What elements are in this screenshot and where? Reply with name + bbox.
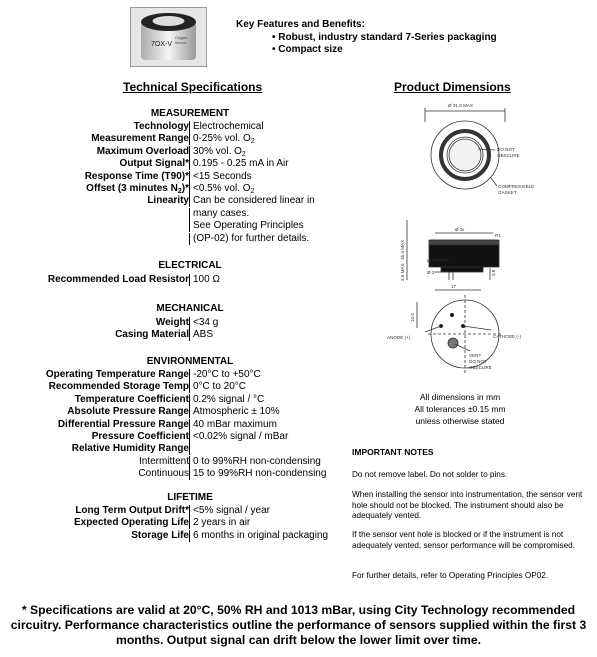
dim-obscure-label: OBSCURE xyxy=(497,153,520,158)
spec-value: See Operating Principles xyxy=(193,220,304,232)
spec-divider xyxy=(189,431,190,443)
spec-value: ABS xyxy=(193,329,214,341)
electrical-table xyxy=(0,274,340,288)
photo-label: 7OX-V xyxy=(151,41,173,48)
spec-label: Casing Material xyxy=(115,329,189,341)
spec-label: Measurement Range xyxy=(91,133,189,145)
spec-row xyxy=(0,317,340,329)
spec-divider xyxy=(189,406,190,418)
dim-height-label: 16.4 MAX xyxy=(400,239,405,260)
spec-divider xyxy=(189,381,190,393)
spec-label: Differential Pressure Range xyxy=(57,418,189,430)
spec-row xyxy=(0,121,340,133)
dim-vent-label-2: DO NOT xyxy=(469,359,487,364)
spec-divider xyxy=(189,443,190,455)
spec-row xyxy=(0,183,340,195)
dim-gasket-label: COMPRESSIBLE xyxy=(498,184,535,189)
spec-label: Relative Humidity Range xyxy=(71,443,189,455)
spec-value: 0 to 99%RH non-condensing xyxy=(193,455,321,467)
spec-divider xyxy=(189,208,190,220)
dim-height2-label: 3.6 MAX xyxy=(400,263,405,281)
spec-divider xyxy=(189,133,190,145)
spec-value: 0.195 - 0.25 mA in Air xyxy=(193,158,289,170)
measurement-heading: MEASUREMENT xyxy=(150,108,230,119)
spec-label: Operating Temperature Range xyxy=(45,369,189,380)
spec-row xyxy=(0,381,340,393)
spec-label: Maximum Overload xyxy=(96,145,189,157)
spec-row xyxy=(0,456,340,468)
photo-label-2: Oxygen xyxy=(175,36,188,40)
spec-value: -20°C to +50°C xyxy=(193,369,261,380)
spec-label: Long Term Output Drift* xyxy=(75,505,189,516)
dim-top-diameter-label: Ø 2ε xyxy=(455,227,465,232)
spec-label: Continuous xyxy=(138,468,189,480)
spec-value: 30% vol. $O_2$ xyxy=(193,145,246,158)
spec-divider xyxy=(189,233,190,245)
dim-r1-label: R1 xyxy=(495,233,501,238)
spec-row xyxy=(0,443,340,455)
spec-row xyxy=(0,530,340,542)
spec-label: Recommended Load Resistor xyxy=(47,274,189,285)
spec-value: Can be considered linear in xyxy=(193,195,315,207)
spec-row xyxy=(0,505,340,517)
spec-label: Intermittent xyxy=(138,455,189,467)
spec-value: 6 months in original packaging xyxy=(193,529,329,541)
photo-label-3: Sensor xyxy=(175,41,187,45)
important-note: Do not remove label. Do not solder to pins. xyxy=(352,470,508,479)
spec-value: Atmospheric ± 10% xyxy=(193,406,280,418)
spec-row xyxy=(0,431,340,443)
spec-row xyxy=(0,146,340,158)
spec-row xyxy=(0,394,340,406)
spec-value: 15 to 99%RH non-condensing xyxy=(193,468,327,480)
sensor-image xyxy=(131,8,206,66)
spec-label: Recommended Storage Temp xyxy=(48,381,189,393)
spec-divider xyxy=(189,158,190,170)
dim-vent-label-3: OBSCURE xyxy=(469,365,492,370)
spec-value: (OP-02) for further details. xyxy=(193,232,310,244)
spec-value: 2 years in air xyxy=(193,517,251,529)
lifetime-heading: LIFETIME xyxy=(167,492,213,503)
spec-label: Expected Operating Life xyxy=(73,517,189,529)
spec-divider xyxy=(189,517,190,529)
spec-row xyxy=(0,468,340,480)
spec-row xyxy=(0,369,340,381)
spec-value: 0-25% vol. $O_2$ xyxy=(193,133,255,146)
spec-label: Technology xyxy=(133,121,189,132)
dim-diameter-label: Ø 31.8 MAX xyxy=(448,103,474,108)
spec-divider xyxy=(189,220,190,232)
dim-pin-length-label: 3.6 xyxy=(491,269,496,276)
spec-divider xyxy=(189,530,190,542)
spec-row xyxy=(0,195,340,207)
dim-vent-label: VENT xyxy=(469,353,482,358)
spec-divider xyxy=(189,369,190,381)
spec-value: <34 g xyxy=(193,317,219,328)
measurement-table xyxy=(0,121,340,245)
dimensions-note: All tolerances ±0.15 mm xyxy=(414,404,506,414)
dim-side-label: 10.5 xyxy=(410,313,415,322)
spec-divider xyxy=(189,468,190,480)
dim-do-not-obscure-label: DO NOT xyxy=(497,147,515,152)
spec-label: Absolute Pressure Range xyxy=(67,406,189,418)
mechanical-heading: MECHANICAL xyxy=(156,303,224,314)
spec-value: <15 Seconds xyxy=(193,170,252,182)
spec-divider xyxy=(189,419,190,431)
spec-row xyxy=(0,220,340,232)
environmental-table xyxy=(0,369,340,481)
dim-cathode-label: CATHODE (-) xyxy=(493,334,521,339)
dim-anode-label: ANODE (+) xyxy=(387,335,411,340)
dim-gasket-label-2: GASKET xyxy=(498,190,517,195)
spec-row xyxy=(0,233,340,245)
spec-row xyxy=(0,171,340,183)
spec-row xyxy=(0,274,340,286)
spec-divider xyxy=(189,394,190,406)
electrical-heading: ELECTRICAL xyxy=(158,260,222,271)
dimension-drawing xyxy=(345,100,595,380)
spec-divider xyxy=(189,329,190,341)
spec-label: Output Signal* xyxy=(119,158,189,170)
spec-value: 40 mBar maximum xyxy=(193,418,277,430)
spec-value: many cases. xyxy=(193,207,250,219)
spec-divider xyxy=(189,121,190,133)
environmental-heading: ENVIRONMENTAL xyxy=(146,356,234,367)
spec-divider xyxy=(189,505,190,517)
mechanical-table xyxy=(0,317,340,343)
spec-label: Temperature Coefficient xyxy=(74,393,189,405)
spec-row xyxy=(0,517,340,529)
dimensions-note: unless otherwise stated xyxy=(415,416,505,426)
spec-row xyxy=(0,406,340,418)
spec-row xyxy=(0,419,340,431)
spec-row xyxy=(0,208,340,220)
dim-pin3-label: Ø 3 xyxy=(427,270,435,275)
spec-value: 0.2% signal / °C xyxy=(193,393,265,405)
spec-divider xyxy=(189,456,190,468)
important-notes-title: IMPORTANT NOTES xyxy=(352,447,434,457)
lifetime-table xyxy=(0,505,340,543)
spec-label: Pressure Coefficient xyxy=(91,431,189,442)
spec-label: Linearity xyxy=(147,195,189,207)
spec-row xyxy=(0,158,340,170)
spec-divider xyxy=(189,146,190,158)
dim-pin1-label: Ø 1 xyxy=(427,258,435,263)
tech-specs-title: Technical Specifications xyxy=(123,80,263,94)
spec-row xyxy=(0,329,340,341)
spec-divider xyxy=(189,317,190,329)
key-features-title: Key Features and Benefits: xyxy=(236,19,365,30)
spec-divider xyxy=(189,171,190,183)
important-note: If the sensor vent hole is blocked or if the instrument is not adequately vented, sensor performance will be compromised. xyxy=(352,530,575,550)
sensor-photo xyxy=(130,7,207,67)
spec-value: Electrochemical xyxy=(193,121,264,132)
spec-value: 100 Ω xyxy=(193,274,220,285)
spec-divider xyxy=(189,195,190,207)
spec-value: <0.5% vol. $O_2$ xyxy=(193,183,255,195)
key-feature-item: • Compact size xyxy=(272,44,343,55)
spec-label: Response Time (T90)* xyxy=(84,170,189,182)
spec-label: Weight xyxy=(155,317,189,328)
spec-value: <5% signal / year xyxy=(193,505,270,516)
dimensions-note: All dimensions in mm xyxy=(419,392,501,402)
product-dimensions-title: Product Dimensions xyxy=(394,80,511,94)
spec-label: Offset (3 minutes $N_2)*$ xyxy=(86,183,189,195)
spec-divider xyxy=(189,183,190,195)
spec-value: <0.02% signal / mBar xyxy=(193,431,289,442)
spec-label: Storage Life xyxy=(131,529,189,541)
spec-value: 0°C to 20°C xyxy=(193,381,247,393)
spec-row xyxy=(0,133,340,145)
footnote: * Specifications are valid at 20°C, 50% RH and 1013 mBar, using City Technology recommended circuitry. Performance characteristics outline the performance of sensors supplied within the first 3 months. Output signal can drift below the lower limit over time. xyxy=(10,603,587,647)
dim-width-label: 17 xyxy=(451,284,457,289)
important-note: When installing the sensor into instrumentation, the sensor vent hole should not be blocked. The instrument should also be adequately vented. xyxy=(352,490,583,520)
important-note: For further details, refer to Operating Principles OP02. xyxy=(352,571,549,580)
key-feature-item: • Robust, industry standard 7-Series packaging xyxy=(272,32,497,43)
spec-divider xyxy=(189,274,190,286)
